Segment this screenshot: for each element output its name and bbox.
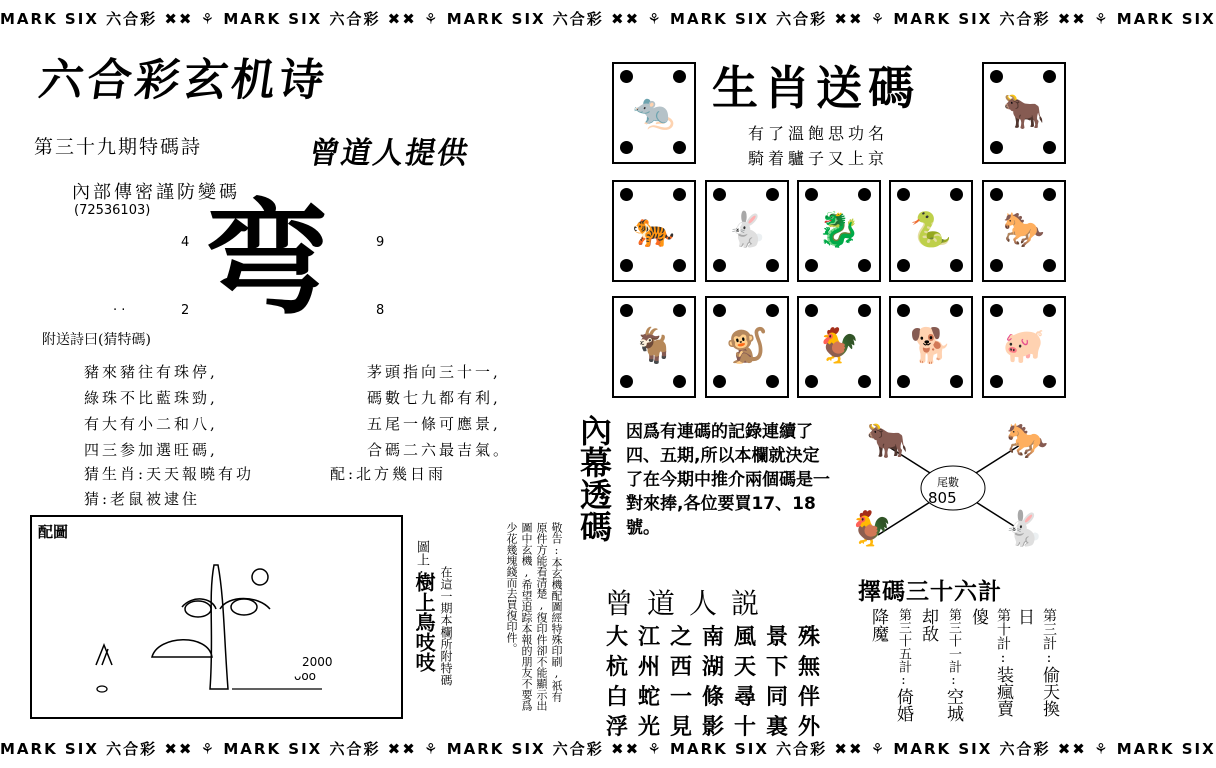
- poem-left: [84, 361, 218, 465]
- card-corner-dot: [766, 304, 779, 317]
- zodiac-card: [982, 180, 1066, 282]
- zodiac-guess-line: 猜生肖:天天報曉有功: [84, 465, 255, 483]
- riddle-illustration: [32, 517, 401, 717]
- bottom-banner: MARK SIX 六合彩 ✖✖ ⚘ MARK SIX 六合彩 ✖✖ ⚘ MARK SIX 六合彩 ✖✖ ⚘ MARK SIX 六合彩 ✖✖ ⚘ MARK SIX 六合彩 ✖✖ ⚘ MARK SIX: [0, 740, 1216, 758]
- caption-side: 在這一期本欄所附特碼: [439, 566, 453, 686]
- card-corner-dot: [673, 70, 686, 83]
- card-corner-dot: [1043, 70, 1056, 83]
- poem-line: 四三参加選旺碼,: [84, 441, 218, 459]
- tail-label: 尾數: [937, 476, 959, 489]
- card-corner-dot: [673, 188, 686, 201]
- horse-sketch-icon: 🐎: [1006, 421, 1049, 461]
- rabbit-sketch-icon: 🐇: [1002, 509, 1045, 549]
- card-corner-dot: [858, 259, 871, 272]
- tail-value: 805: [928, 489, 957, 507]
- card-corner-dot: [897, 259, 910, 272]
- poem-line: 碼數七九都有利,: [367, 389, 501, 407]
- strategy-item: [1012, 608, 1062, 733]
- strategy-item: [866, 608, 916, 733]
- card-corner-dot: [990, 188, 1003, 201]
- card-corner-dot: [620, 304, 633, 317]
- zodiac-title: 生肖送碼: [712, 61, 920, 115]
- picture-box: [30, 515, 403, 719]
- strategy-head: 第十計:: [995, 608, 1011, 666]
- zeng-line: 大江之南風景殊: [606, 624, 831, 650]
- card-corner-dot: [713, 304, 726, 317]
- ox-icon: 🐂: [1002, 92, 1046, 132]
- dragon-icon: 🐉: [817, 210, 861, 250]
- dog-icon: 🐕: [909, 326, 953, 366]
- card-corner-dot: [858, 304, 871, 317]
- strategy-columns: [862, 608, 1062, 733]
- card-corner-dot: [805, 375, 818, 388]
- picture-marks: ᴗoo: [294, 669, 317, 683]
- zodiac-card: [797, 180, 881, 282]
- number-bottom-left: 2: [181, 303, 190, 318]
- rooster-icon: 🐓: [817, 326, 861, 366]
- card-corner-dot: [620, 70, 633, 83]
- card-corner-dot: [673, 141, 686, 154]
- card-corner-dot: [620, 188, 633, 201]
- card-corner-dot: [990, 141, 1003, 154]
- card-corner-dot: [858, 375, 871, 388]
- card-corner-dot: [1043, 141, 1056, 154]
- dots-mark: · ·: [113, 303, 126, 318]
- inside-text: 因爲有連碼的記錄連續了四、五期,所以本欄就決定了在今期中推介兩個碼是一對來捧,各位要買17、18號。: [626, 422, 830, 538]
- card-corner-dot: [990, 259, 1003, 272]
- zodiac-card: [889, 180, 973, 282]
- card-corner-dot: [673, 259, 686, 272]
- number-bottom-right: 8: [376, 303, 385, 318]
- pig-icon: 🐖: [1002, 326, 1046, 366]
- goat-icon: 🐐: [632, 326, 676, 366]
- secret-label: 內部傳密謹防變碼: [72, 182, 240, 203]
- secret-code: (72536103): [74, 203, 151, 218]
- card-corner-dot: [805, 188, 818, 201]
- strategy-item: [966, 608, 1016, 733]
- card-corner-dot: [1043, 259, 1056, 272]
- card-corner-dot: [673, 304, 686, 317]
- card-corner-dot: [897, 304, 910, 317]
- number-top-left: 4: [181, 235, 190, 250]
- zeng-line: 白蛇一條尋同伴: [606, 684, 831, 710]
- card-corner-dot: [713, 188, 726, 201]
- rabbit-icon: 🐇: [725, 210, 769, 250]
- card-corner-dot: [766, 188, 779, 201]
- strategy-body: 偷天換日: [1014, 608, 1059, 717]
- horse-icon: 🐎: [1002, 210, 1046, 250]
- picture-label: 配圖: [38, 523, 69, 541]
- zodiac-card: [612, 296, 696, 398]
- poem-line: 五尾一條可應景,: [367, 415, 501, 433]
- provider-label: 曾道人提供: [306, 136, 473, 171]
- card-corner-dot: [620, 141, 633, 154]
- guess-line: 猜:老鼠被逮住: [84, 490, 201, 508]
- poem-line: 有大有小二和八,: [84, 415, 218, 433]
- strategy-body: 倚婚降魔: [868, 608, 913, 722]
- page-title: 六合彩玄机诗: [35, 55, 331, 106]
- card-corner-dot: [990, 70, 1003, 83]
- card-corner-dot: [950, 259, 963, 272]
- zodiac-card: [612, 62, 696, 164]
- strategy-head: 第三十一計:: [946, 608, 961, 688]
- card-corner-dot: [766, 259, 779, 272]
- card-corner-dot: [950, 304, 963, 317]
- card-corner-dot: [858, 188, 871, 201]
- strategy-title: 擇碼三十六計: [858, 579, 1002, 605]
- zodiac-card: [982, 296, 1066, 398]
- card-corner-dot: [1043, 375, 1056, 388]
- poem-right: [367, 361, 511, 465]
- zodiac-card: [797, 296, 881, 398]
- card-corner-dot: [950, 375, 963, 388]
- card-corner-dot: [713, 375, 726, 388]
- strategy-item: [916, 608, 966, 733]
- strategy-body: 装瘋賣傻: [968, 608, 1013, 717]
- card-corner-dot: [673, 375, 686, 388]
- card-corner-dot: [620, 375, 633, 388]
- rooster-sketch-icon: 🐓: [850, 509, 893, 549]
- zodiac-card: [982, 62, 1066, 164]
- card-corner-dot: [897, 188, 910, 201]
- monkey-icon: 🐒: [725, 326, 769, 366]
- card-corner-dot: [766, 375, 779, 388]
- zeng-line: 浮光見影十裏外: [606, 714, 831, 740]
- number-top-right: 9: [376, 235, 385, 250]
- card-corner-dot: [1043, 188, 1056, 201]
- strategy-body: 空城却敌: [918, 608, 963, 722]
- inside-title: 內幕透碼: [575, 414, 613, 542]
- caption-main: 樹上鳥吱吱: [412, 572, 436, 672]
- card-corner-dot: [620, 259, 633, 272]
- caption-prefix: 圖上:: [414, 540, 429, 581]
- card-corner-dot: [897, 375, 910, 388]
- ox-sketch-icon: 🐂: [866, 421, 909, 461]
- strategy-head: 第三計:: [1041, 608, 1057, 666]
- picture-numbers: 2000: [302, 655, 333, 669]
- zodiac-card: [612, 180, 696, 282]
- poem-line: 合碼二六最吉氣。: [367, 441, 512, 459]
- top-banner: MARK SIX 六合彩 ✖✖ ⚘ MARK SIX 六合彩 ✖✖ ⚘ MARK SIX 六合彩 ✖✖ ⚘ MARK SIX 六合彩 ✖✖ ⚘ MARK SIX 六合彩 ✖✖ ⚘ MARK SIX: [0, 10, 1216, 28]
- zodiac-poem-line-1: 有了溫飽思功名: [748, 124, 889, 143]
- notice-text: 敬告:本玄機配圖經特殊印刷,祇有原件方能看清楚,復印件卻不能顯示出圖中玄機,希望追踪本報的朋友不要爲少花幾塊錢而去買復印件。: [505, 522, 563, 711]
- zeng-title: 曾道人説: [605, 587, 774, 620]
- match-line: 配:北方幾日雨: [330, 465, 447, 483]
- zodiac-card: [705, 180, 789, 282]
- issue-label: 第三十九期特碼詩: [34, 136, 203, 158]
- poem-line: 茅頭指向三十一,: [367, 363, 501, 381]
- zeng-line: 杭州西湖天下無: [606, 654, 831, 680]
- card-corner-dot: [805, 304, 818, 317]
- poem-line: 豬來豬往有珠停,: [84, 363, 218, 381]
- rat-icon: 🐀: [632, 92, 676, 132]
- big-character: 弯: [205, 188, 330, 332]
- card-corner-dot: [950, 188, 963, 201]
- card-corner-dot: [990, 375, 1003, 388]
- snake-icon: 🐍: [909, 210, 953, 250]
- zeng-poem: [606, 620, 830, 740]
- card-corner-dot: [990, 304, 1003, 317]
- zodiac-poem-line-2: 騎着驢子又上京: [748, 149, 889, 168]
- zodiac-card: [889, 296, 973, 398]
- poem-line: 綠珠不比藍珠勁,: [84, 389, 218, 407]
- card-corner-dot: [713, 259, 726, 272]
- tiger-icon: 🐅: [632, 210, 676, 250]
- card-corner-dot: [1043, 304, 1056, 317]
- zodiac-card: [705, 296, 789, 398]
- strategy-head: 第三十五計:: [896, 608, 911, 688]
- gift-label: 附送詩曰(猜特碼): [42, 332, 151, 348]
- card-corner-dot: [805, 259, 818, 272]
